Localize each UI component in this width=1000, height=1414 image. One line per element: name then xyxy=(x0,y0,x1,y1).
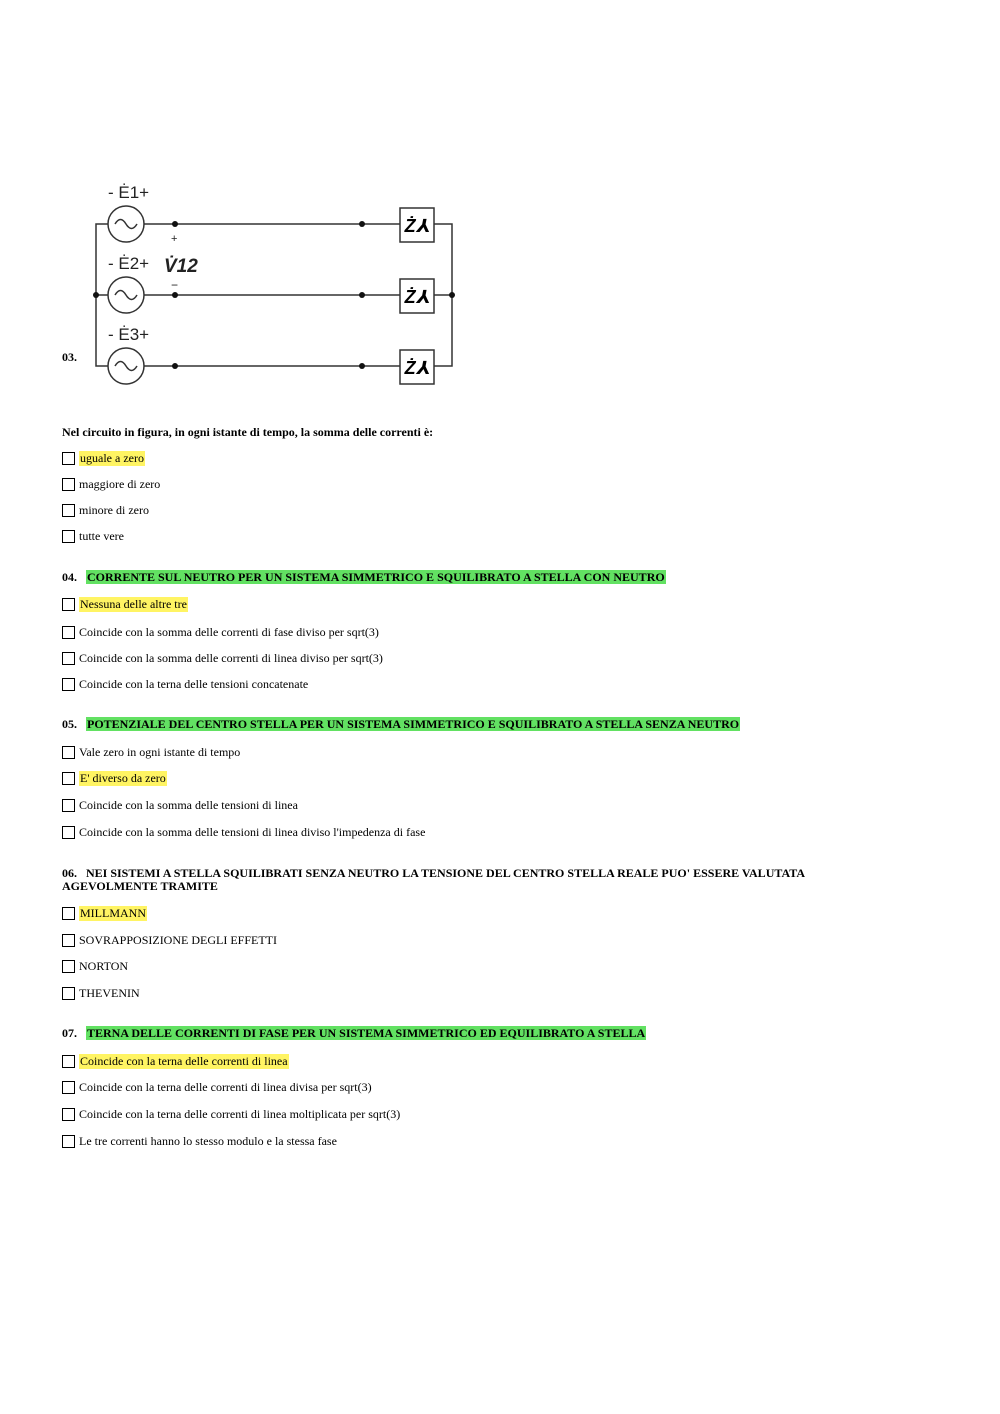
question-04-heading xyxy=(62,571,666,584)
q07-option-2[interactable] xyxy=(62,1080,372,1095)
source-label-e2: - Ė2+ xyxy=(108,254,150,273)
q06-option-4[interactable] xyxy=(62,986,140,1001)
q03-option-3[interactable] xyxy=(62,503,149,518)
checkbox[interactable] xyxy=(62,452,75,465)
option-label: Coincide con la terna delle correnti di linea xyxy=(80,1054,288,1068)
question-04-title: CORRENTE SUL NEUTRO PER UN SISTEMA SIMMETRICO E SQUILIBRATO A STELLA CON NEUTRO xyxy=(87,570,665,584)
v12-minus-sign: − xyxy=(171,278,179,292)
checkbox[interactable] xyxy=(62,504,75,517)
question-04-number: 04. xyxy=(62,570,77,584)
question-05-number: 05. xyxy=(62,717,77,731)
checkbox[interactable] xyxy=(62,826,75,839)
question-05-heading xyxy=(62,718,740,731)
q04-option-1[interactable] xyxy=(62,597,188,612)
q07-option-3[interactable] xyxy=(62,1107,400,1122)
option-label: Nessuna delle altre tre xyxy=(80,597,187,611)
q05-option-4[interactable] xyxy=(62,825,425,840)
q05-option-1[interactable] xyxy=(62,745,240,760)
option-label: MILLMANN xyxy=(80,906,146,920)
load-label-2: Ż⅄ xyxy=(404,287,430,307)
checkbox[interactable] xyxy=(62,652,75,665)
question-07-heading xyxy=(62,1027,646,1040)
q06-option-3[interactable] xyxy=(62,959,128,974)
checkbox[interactable] xyxy=(62,530,75,543)
option-label: Coincide con la somma delle correnti di fase diviso per sqrt(3) xyxy=(79,625,379,639)
q04-option-4[interactable] xyxy=(62,677,308,692)
checkbox[interactable] xyxy=(62,934,75,947)
q07-option-4[interactable] xyxy=(62,1134,337,1149)
checkbox[interactable] xyxy=(62,987,75,1000)
load-label-1: Ż⅄ xyxy=(404,216,430,236)
source-label-e3: - Ė3+ xyxy=(108,325,150,344)
checkbox[interactable] xyxy=(62,960,75,973)
option-label: uguale a zero xyxy=(80,451,144,465)
checkbox[interactable] xyxy=(62,1081,75,1094)
q03-option-4[interactable] xyxy=(62,529,124,544)
option-label: E' diverso da zero xyxy=(80,771,166,785)
option-label: Coincide con la somma delle tensioni di linea xyxy=(79,798,298,812)
q07-option-1[interactable] xyxy=(62,1054,289,1069)
option-label: Le tre correnti hanno lo stesso modulo e la stessa fase xyxy=(79,1134,337,1148)
checkbox[interactable] xyxy=(62,678,75,691)
source-label-e1: - Ė1+ xyxy=(108,183,150,202)
checkbox[interactable] xyxy=(62,1135,75,1148)
voltage-label-v12: V̇12 xyxy=(164,256,198,277)
load-label-3: Ż⅄ xyxy=(404,358,430,378)
checkbox[interactable] xyxy=(62,478,75,491)
checkbox[interactable] xyxy=(62,746,75,759)
question-07-number: 07. xyxy=(62,1026,77,1040)
question-07-title: TERNA DELLE CORRENTI DI FASE PER UN SISTEMA SIMMETRICO ED EQUILIBRATO A STELLA xyxy=(87,1026,646,1040)
question-03-stem: Nel circuito in figura, in ogni istante di tempo, la somma delle correnti è: xyxy=(62,425,434,439)
question-06-number: 06. xyxy=(62,866,77,880)
option-label: Coincide con la somma delle tensioni di linea diviso l'impedenza di fase xyxy=(79,825,426,839)
q05-option-3[interactable] xyxy=(62,798,298,813)
v12-plus-sign: + xyxy=(171,233,178,245)
option-label: minore di zero xyxy=(79,503,149,517)
option-label: Coincide con la terna delle correnti di linea divisa per sqrt(3) xyxy=(79,1080,372,1094)
option-label: THEVENIN xyxy=(79,986,140,1000)
option-label: NORTON xyxy=(79,959,129,973)
question-03-number: 03. xyxy=(62,350,77,364)
checkbox[interactable] xyxy=(62,1055,75,1068)
option-label: Vale zero in ogni istante di tempo xyxy=(79,745,241,759)
option-label: Coincide con la terna delle correnti di linea moltiplicata per sqrt(3) xyxy=(79,1107,401,1121)
circuit-diagram xyxy=(88,172,468,392)
q05-option-2[interactable] xyxy=(62,771,167,786)
question-06-title: NEI SISTEMI A STELLA SQUILIBRATI SENZA NEUTRO LA TENSIONE DEL CENTRO STELLA REALE PUO' ESSERE VALUTATA AGEVOLMENTE TRAMITE xyxy=(62,866,805,893)
checkbox[interactable] xyxy=(62,1108,75,1121)
checkbox[interactable] xyxy=(62,907,75,920)
q03-option-1[interactable] xyxy=(62,451,145,466)
question-06-heading xyxy=(62,867,862,893)
option-label: tutte vere xyxy=(79,529,124,543)
q03-option-2[interactable] xyxy=(62,477,160,492)
checkbox[interactable] xyxy=(62,772,75,785)
checkbox[interactable] xyxy=(62,626,75,639)
checkbox[interactable] xyxy=(62,799,75,812)
option-label: SOVRAPPOSIZIONE DEGLI EFFETTI xyxy=(79,933,277,947)
option-label: Coincide con la terna delle tensioni concatenate xyxy=(79,677,309,691)
question-05-title: POTENZIALE DEL CENTRO STELLA PER UN SISTEMA SIMMETRICO E SQUILIBRATO A STELLA SENZA NEUTRO xyxy=(87,717,740,731)
q04-option-3[interactable] xyxy=(62,651,383,666)
checkbox[interactable] xyxy=(62,598,75,611)
option-label: maggiore di zero xyxy=(79,477,161,491)
q04-option-2[interactable] xyxy=(62,625,379,640)
q06-option-2[interactable] xyxy=(62,933,277,948)
q06-option-1[interactable] xyxy=(62,906,147,921)
option-label: Coincide con la somma delle correnti di linea diviso per sqrt(3) xyxy=(79,651,383,665)
